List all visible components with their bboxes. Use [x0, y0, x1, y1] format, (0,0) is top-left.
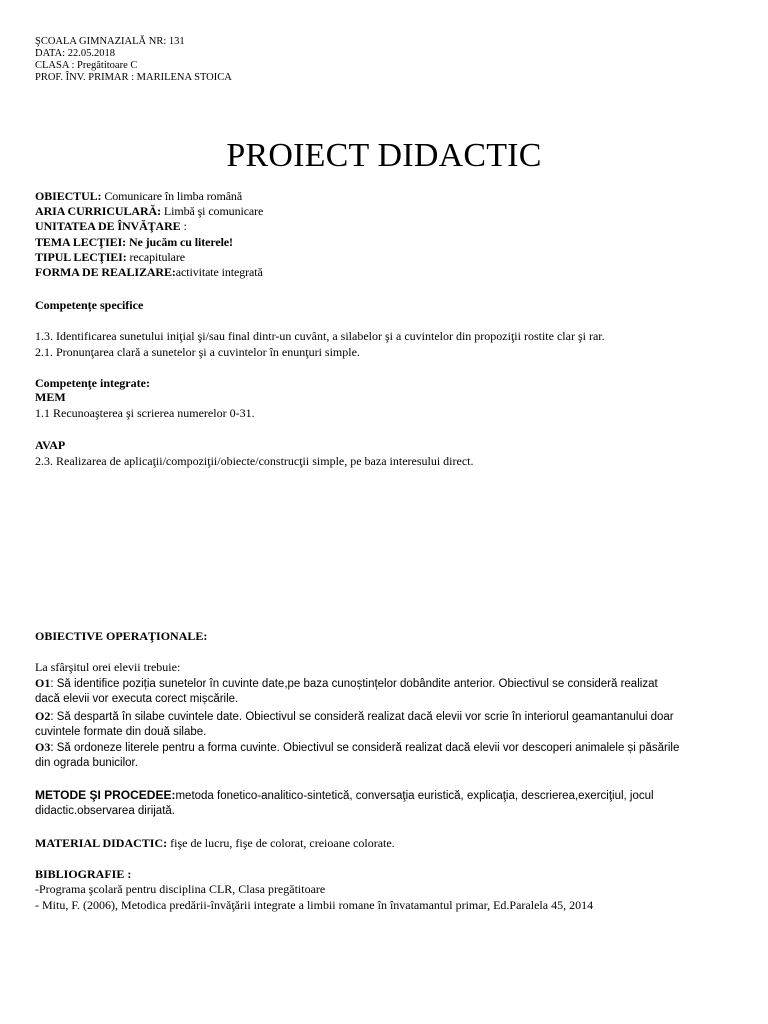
tipul-row: [35, 250, 185, 264]
o3-text-cont: din ograda bunicilor.: [35, 757, 138, 769]
obiective-heading: OBIECTIVE OPERAŢIONALE:: [35, 629, 208, 643]
mem-label: MEM: [35, 390, 66, 404]
aria-label: ARIA CURRICULARĂ:: [35, 204, 161, 218]
bibliografie-item: -Programa şcolară pentru disciplina CLR, Clasa pregătitoare: [35, 882, 326, 896]
competente-integrate-heading: Competenţe integrate:: [35, 376, 150, 390]
obiectul-value: Comunicare în limba română: [101, 189, 243, 203]
mem-item: 1.1 Recunoaşterea şi scrierea numerelor 0-31.: [35, 406, 255, 420]
o3-label: O3: [35, 740, 51, 754]
o2-text-cont: cuvintele formate din două silabe.: [35, 726, 207, 738]
forma-row: [35, 265, 263, 279]
o2-label: O2: [35, 709, 51, 723]
tema-row: [35, 235, 233, 249]
o2-text: : Să despartă în silabe cuvintele date. Obiectivul se consideră realizat dacă elevii vor scrie în interiorul geamantanului doar: [50, 711, 674, 723]
aria-row: [35, 204, 263, 218]
material-row: [35, 836, 395, 850]
unitatea-label: UNITATEA DE ÎNVĂŢARE: [35, 219, 181, 233]
obiectul-label: OBIECTUL:: [35, 189, 102, 203]
tema-label: TEMA LECŢIEI:: [35, 235, 127, 249]
obiective-intro: La sfârşitul orei elevii trebuie:: [35, 660, 181, 674]
competente-specifice-heading: Competențe specifice: [35, 298, 144, 312]
unitatea-value: :: [180, 219, 187, 233]
tema-value: Ne jucăm cu literele!: [126, 235, 233, 249]
lesson-date: DATA: 22.05.2018: [35, 48, 115, 59]
o1-text: : Să identifice poziția sunetelor în cuvinte date,pe baza cunoștințelor dobândite anterior. Obiectivul se consideră realizat: [50, 678, 658, 690]
competenta-specifica-item: 2.1. Pronunţarea clară a sunetelor şi a cuvintelor în enunţuri simple.: [35, 345, 360, 359]
unitatea-row: [35, 219, 187, 233]
objective-o3: [35, 740, 679, 755]
metode-label: METODE ŞI PROCEDEE:: [35, 788, 176, 802]
metode-value-cont: didactic.observarea dirijată.: [35, 805, 175, 817]
o3-text: : Să ordoneze literele pentru a forma cuvinte. Obiectivul se consideră realizat dacă elevii vor descoperi animalele și păsările: [50, 742, 680, 754]
forma-label: FORMA DE REALIZARE:: [35, 265, 176, 279]
competenta-specifica-item: 1.3. Identificarea sunetului iniţial şi/sau final dintr-un cuvânt, a silabelor şi a cuvintelor din propoziţii rostite clar şi rar.: [35, 329, 605, 343]
metode-row: [35, 788, 654, 803]
metode-value: metoda fonetico-analitico-sintetică, conversaţia euristică, explicaţia, descrierea,exerciţiul, jocul: [175, 790, 654, 802]
tipul-value: recapitulare: [126, 250, 185, 264]
obiectul-row: [35, 189, 242, 203]
material-label: MATERIAL DIDACTIC:: [35, 836, 168, 850]
material-value: fişe de lucru, fişe de colorat, creioane colorate.: [167, 836, 395, 850]
aria-value: Limbă şi comunicare: [160, 204, 264, 218]
bibliografie-item: - Mitu, F. (2006), Metodica predării-învăţării integrate a limbii romane în învatamantul primar, Ed.Paralela 45, 2014: [35, 898, 594, 912]
class-name: CLASA : Pregătitoare C: [35, 60, 138, 71]
bibliografie-heading: BIBLIOGRAFIE :: [35, 867, 132, 881]
forma-value: activitate integrată: [175, 265, 263, 279]
document-title: PROIECT DIDACTIC: [226, 137, 542, 174]
objective-o1: [35, 676, 658, 691]
tipul-label: TIPUL LECŢIEI:: [35, 250, 127, 264]
o1-text-cont: dacă elevii vor executa corect mișcările.: [35, 693, 239, 705]
objective-o2: [35, 709, 674, 724]
avap-label: AVAP: [35, 438, 66, 452]
teacher-name: PROF. ÎNV. PRIMAR : MARILENA STOICA: [35, 72, 232, 83]
o1-label: O1: [35, 676, 51, 690]
school-name: ŞCOALA GIMNAZIALĂ NR: 131: [35, 36, 185, 47]
avap-item: 2.3. Realizarea de aplicaţii/compoziţii/obiecte/construcţii simple, pe baza interesului direct.: [35, 454, 474, 468]
